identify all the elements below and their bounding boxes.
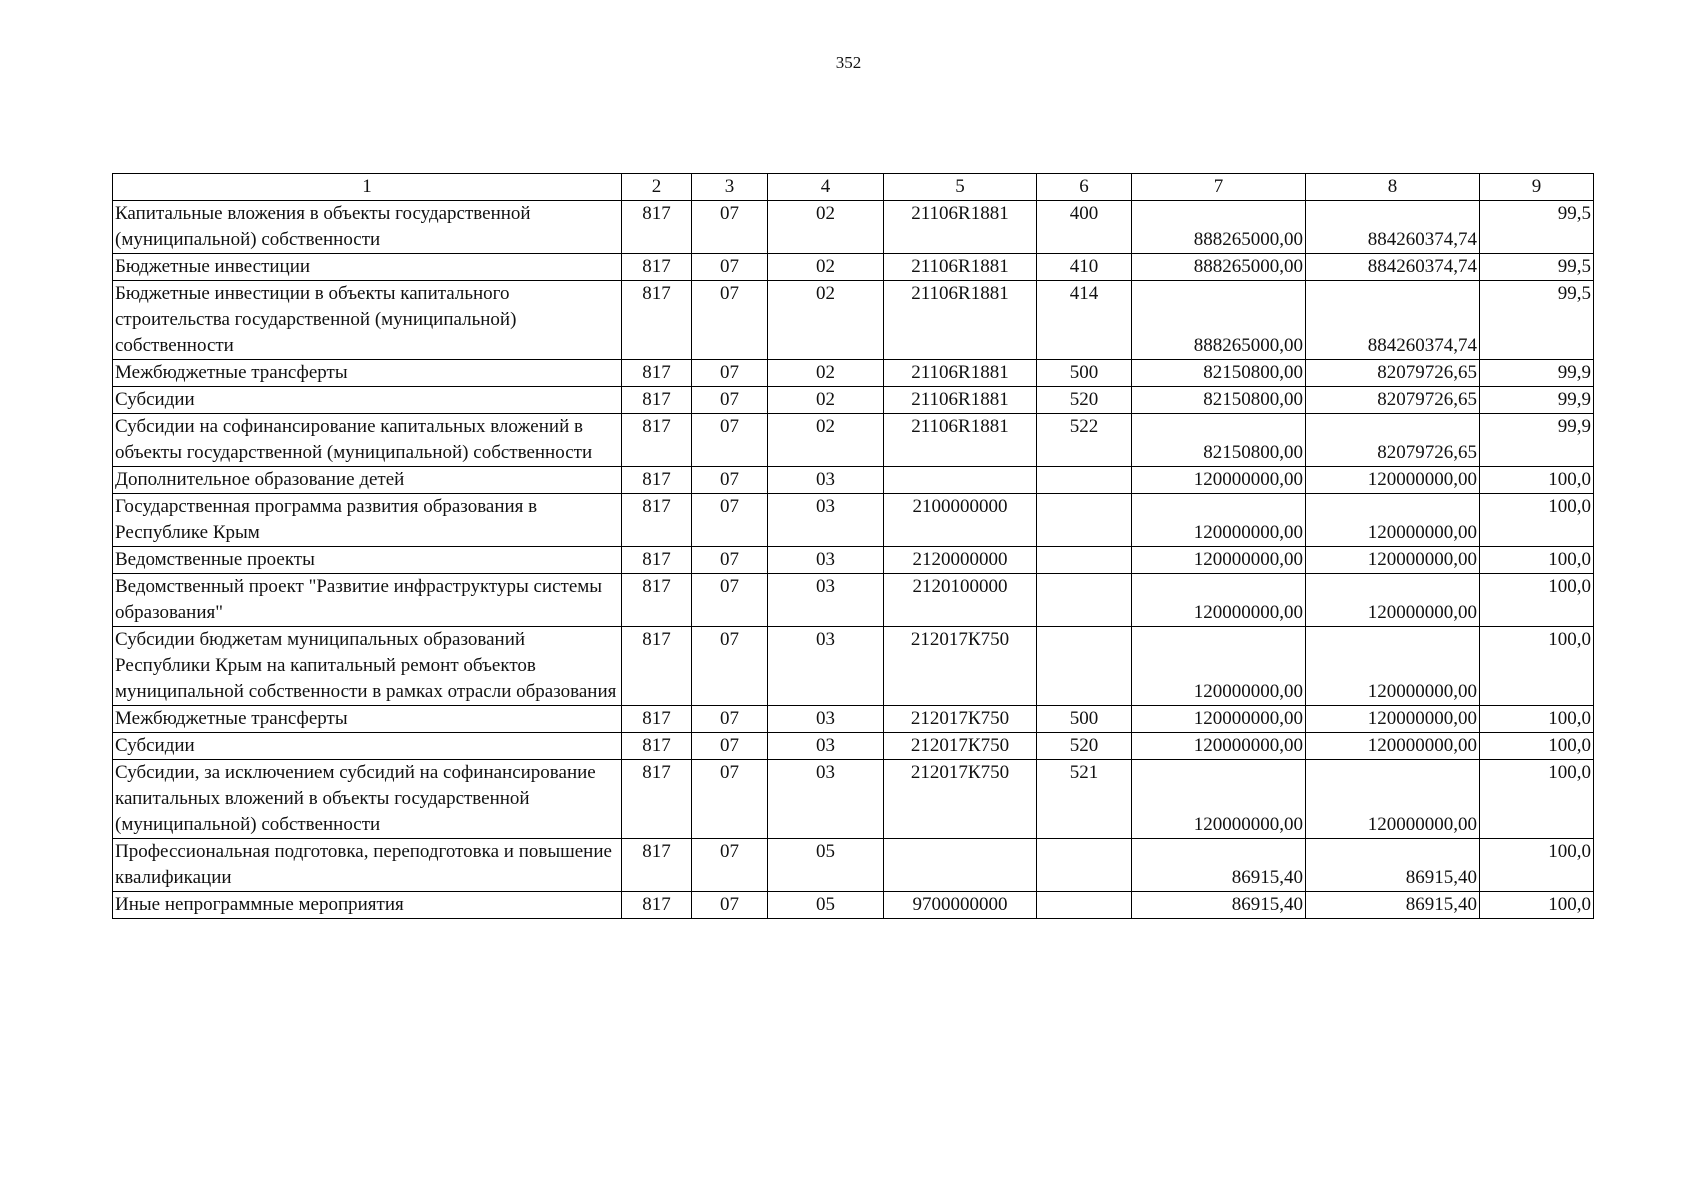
header-cell: 2 bbox=[622, 174, 692, 201]
subsection-cell: 05 bbox=[768, 892, 884, 919]
row-name-cell: Ведомственные проекты bbox=[113, 547, 622, 574]
row-name-cell: Иные непрограммные мероприятия bbox=[113, 892, 622, 919]
expense-type-cell bbox=[1037, 467, 1132, 494]
subsection-cell: 02 bbox=[768, 414, 884, 467]
row-name-cell: Государственная программа развития образования в Республике Крым bbox=[113, 494, 622, 547]
actual-amount-cell: 120000000,00 bbox=[1306, 494, 1480, 547]
target-article-cell: 21106R1881 bbox=[884, 254, 1037, 281]
table-row bbox=[113, 281, 1594, 360]
section-cell: 07 bbox=[692, 387, 768, 414]
code-cell: 817 bbox=[622, 892, 692, 919]
expense-type-cell bbox=[1037, 547, 1132, 574]
expense-type-cell: 500 bbox=[1037, 706, 1132, 733]
target-article-cell bbox=[884, 467, 1037, 494]
percent-cell: 100,0 bbox=[1480, 574, 1594, 627]
target-article-cell: 21106R1881 bbox=[884, 387, 1037, 414]
actual-amount-cell: 120000000,00 bbox=[1306, 627, 1480, 706]
code-cell: 817 bbox=[622, 494, 692, 547]
code-cell: 817 bbox=[622, 627, 692, 706]
planned-amount-cell: 86915,40 bbox=[1132, 839, 1306, 892]
percent-cell: 100,0 bbox=[1480, 706, 1594, 733]
target-article-cell: 212017К750 bbox=[884, 760, 1037, 839]
target-article-cell: 212017К750 bbox=[884, 733, 1037, 760]
planned-amount-cell: 120000000,00 bbox=[1132, 627, 1306, 706]
expense-type-cell: 521 bbox=[1037, 760, 1132, 839]
subsection-cell: 02 bbox=[768, 201, 884, 254]
table-row bbox=[113, 892, 1594, 919]
code-cell: 817 bbox=[622, 706, 692, 733]
row-name-cell: Межбюджетные трансферты bbox=[113, 360, 622, 387]
target-article-cell: 21106R1881 bbox=[884, 414, 1037, 467]
row-name-cell: Субсидии бюджетам муниципальных образований Республики Крым на капитальный ремонт объектов муниципальной собственности в рамках отрасли образования bbox=[113, 627, 622, 706]
row-name-cell: Бюджетные инвестиции bbox=[113, 254, 622, 281]
header-cell: 8 bbox=[1306, 174, 1480, 201]
table-row bbox=[113, 201, 1594, 254]
subsection-cell: 02 bbox=[768, 387, 884, 414]
target-article-cell bbox=[884, 839, 1037, 892]
planned-amount-cell: 888265000,00 bbox=[1132, 281, 1306, 360]
header-cell: 1 bbox=[113, 174, 622, 201]
code-cell: 817 bbox=[622, 547, 692, 574]
row-name-cell: Межбюджетные трансферты bbox=[113, 706, 622, 733]
table-row bbox=[113, 387, 1594, 414]
section-cell: 07 bbox=[692, 547, 768, 574]
section-cell: 07 bbox=[692, 467, 768, 494]
subsection-cell: 02 bbox=[768, 254, 884, 281]
subsection-cell: 02 bbox=[768, 360, 884, 387]
target-article-cell: 9700000000 bbox=[884, 892, 1037, 919]
percent-cell: 100,0 bbox=[1480, 547, 1594, 574]
expense-type-cell bbox=[1037, 627, 1132, 706]
subsection-cell: 03 bbox=[768, 467, 884, 494]
actual-amount-cell: 82079726,65 bbox=[1306, 414, 1480, 467]
section-cell: 07 bbox=[692, 360, 768, 387]
actual-amount-cell: 120000000,00 bbox=[1306, 467, 1480, 494]
budget-table bbox=[112, 173, 1594, 919]
expense-type-cell: 520 bbox=[1037, 387, 1132, 414]
planned-amount-cell: 120000000,00 bbox=[1132, 574, 1306, 627]
target-article-cell: 2100000000 bbox=[884, 494, 1037, 547]
target-article-cell: 212017К750 bbox=[884, 627, 1037, 706]
section-cell: 07 bbox=[692, 414, 768, 467]
expense-type-cell: 520 bbox=[1037, 733, 1132, 760]
target-article-cell: 21106R1881 bbox=[884, 281, 1037, 360]
planned-amount-cell: 82150800,00 bbox=[1132, 360, 1306, 387]
percent-cell: 100,0 bbox=[1480, 892, 1594, 919]
row-name-cell: Субсидии bbox=[113, 387, 622, 414]
expense-type-cell bbox=[1037, 574, 1132, 627]
table-row bbox=[113, 360, 1594, 387]
percent-cell: 100,0 bbox=[1480, 839, 1594, 892]
actual-amount-cell: 120000000,00 bbox=[1306, 760, 1480, 839]
code-cell: 817 bbox=[622, 281, 692, 360]
actual-amount-cell: 120000000,00 bbox=[1306, 574, 1480, 627]
code-cell: 817 bbox=[622, 733, 692, 760]
row-name-cell: Субсидии bbox=[113, 733, 622, 760]
table-header-row bbox=[113, 174, 1594, 201]
row-name-cell: Капитальные вложения в объекты государственной (муниципальной) собственности bbox=[113, 201, 622, 254]
table-row bbox=[113, 733, 1594, 760]
percent-cell: 99,9 bbox=[1480, 360, 1594, 387]
table-row bbox=[113, 839, 1594, 892]
expense-type-cell: 522 bbox=[1037, 414, 1132, 467]
row-name-cell: Субсидии, за исключением субсидий на софинансирование капитальных вложений в объекты государственной (муниципальной) собственности bbox=[113, 760, 622, 839]
planned-amount-cell: 120000000,00 bbox=[1132, 494, 1306, 547]
table-row bbox=[113, 574, 1594, 627]
table-body bbox=[113, 174, 1594, 919]
section-cell: 07 bbox=[692, 706, 768, 733]
planned-amount-cell: 86915,40 bbox=[1132, 892, 1306, 919]
table-row bbox=[113, 760, 1594, 839]
section-cell: 07 bbox=[692, 574, 768, 627]
actual-amount-cell: 884260374,74 bbox=[1306, 254, 1480, 281]
actual-amount-cell: 82079726,65 bbox=[1306, 360, 1480, 387]
header-cell: 7 bbox=[1132, 174, 1306, 201]
section-cell: 07 bbox=[692, 201, 768, 254]
subsection-cell: 05 bbox=[768, 839, 884, 892]
section-cell: 07 bbox=[692, 627, 768, 706]
percent-cell: 100,0 bbox=[1480, 760, 1594, 839]
section-cell: 07 bbox=[692, 733, 768, 760]
table-row bbox=[113, 706, 1594, 733]
actual-amount-cell: 120000000,00 bbox=[1306, 733, 1480, 760]
table-row bbox=[113, 494, 1594, 547]
percent-cell: 100,0 bbox=[1480, 627, 1594, 706]
table-row bbox=[113, 627, 1594, 706]
actual-amount-cell: 82079726,65 bbox=[1306, 387, 1480, 414]
target-article-cell: 2120000000 bbox=[884, 547, 1037, 574]
subsection-cell: 03 bbox=[768, 627, 884, 706]
header-cell: 4 bbox=[768, 174, 884, 201]
table-row bbox=[113, 254, 1594, 281]
planned-amount-cell: 120000000,00 bbox=[1132, 706, 1306, 733]
section-cell: 07 bbox=[692, 281, 768, 360]
percent-cell: 100,0 bbox=[1480, 467, 1594, 494]
row-name-cell: Субсидии на софинансирование капитальных вложений в объекты государственной (муниципальной) собственности bbox=[113, 414, 622, 467]
code-cell: 817 bbox=[622, 574, 692, 627]
code-cell: 817 bbox=[622, 760, 692, 839]
percent-cell: 99,9 bbox=[1480, 414, 1594, 467]
planned-amount-cell: 120000000,00 bbox=[1132, 467, 1306, 494]
actual-amount-cell: 884260374,74 bbox=[1306, 281, 1480, 360]
subsection-cell: 03 bbox=[768, 733, 884, 760]
subsection-cell: 03 bbox=[768, 706, 884, 733]
table-row bbox=[113, 414, 1594, 467]
section-cell: 07 bbox=[692, 892, 768, 919]
section-cell: 07 bbox=[692, 839, 768, 892]
target-article-cell: 212017К750 bbox=[884, 706, 1037, 733]
table-row bbox=[113, 547, 1594, 574]
actual-amount-cell: 884260374,74 bbox=[1306, 201, 1480, 254]
target-article-cell: 2120100000 bbox=[884, 574, 1037, 627]
expense-type-cell bbox=[1037, 892, 1132, 919]
planned-amount-cell: 120000000,00 bbox=[1132, 547, 1306, 574]
expense-type-cell: 400 bbox=[1037, 201, 1132, 254]
subsection-cell: 03 bbox=[768, 574, 884, 627]
planned-amount-cell: 82150800,00 bbox=[1132, 414, 1306, 467]
percent-cell: 99,5 bbox=[1480, 281, 1594, 360]
actual-amount-cell: 120000000,00 bbox=[1306, 547, 1480, 574]
planned-amount-cell: 888265000,00 bbox=[1132, 254, 1306, 281]
row-name-cell: Профессиональная подготовка, переподготовка и повышение квалификации bbox=[113, 839, 622, 892]
expense-type-cell bbox=[1037, 494, 1132, 547]
code-cell: 817 bbox=[622, 414, 692, 467]
header-cell: 9 bbox=[1480, 174, 1594, 201]
percent-cell: 99,5 bbox=[1480, 254, 1594, 281]
row-name-cell: Дополнительное образование детей bbox=[113, 467, 622, 494]
planned-amount-cell: 888265000,00 bbox=[1132, 201, 1306, 254]
section-cell: 07 bbox=[692, 760, 768, 839]
expense-type-cell: 414 bbox=[1037, 281, 1132, 360]
planned-amount-cell: 120000000,00 bbox=[1132, 760, 1306, 839]
header-cell: 5 bbox=[884, 174, 1037, 201]
percent-cell: 99,9 bbox=[1480, 387, 1594, 414]
subsection-cell: 02 bbox=[768, 281, 884, 360]
target-article-cell: 21106R1881 bbox=[884, 201, 1037, 254]
expense-type-cell: 410 bbox=[1037, 254, 1132, 281]
code-cell: 817 bbox=[622, 387, 692, 414]
section-cell: 07 bbox=[692, 254, 768, 281]
actual-amount-cell: 86915,40 bbox=[1306, 839, 1480, 892]
target-article-cell: 21106R1881 bbox=[884, 360, 1037, 387]
planned-amount-cell: 120000000,00 bbox=[1132, 733, 1306, 760]
percent-cell: 99,5 bbox=[1480, 201, 1594, 254]
subsection-cell: 03 bbox=[768, 547, 884, 574]
expense-type-cell: 500 bbox=[1037, 360, 1132, 387]
page-number: 352 bbox=[835, 53, 862, 72]
actual-amount-cell: 120000000,00 bbox=[1306, 706, 1480, 733]
table-row bbox=[113, 467, 1594, 494]
actual-amount-cell: 86915,40 bbox=[1306, 892, 1480, 919]
code-cell: 817 bbox=[622, 254, 692, 281]
row-name-cell: Ведомственный проект "Развитие инфраструктуры системы образования" bbox=[113, 574, 622, 627]
percent-cell: 100,0 bbox=[1480, 494, 1594, 547]
header-cell: 6 bbox=[1037, 174, 1132, 201]
section-cell: 07 bbox=[692, 494, 768, 547]
planned-amount-cell: 82150800,00 bbox=[1132, 387, 1306, 414]
code-cell: 817 bbox=[622, 839, 692, 892]
code-cell: 817 bbox=[622, 360, 692, 387]
percent-cell: 100,0 bbox=[1480, 733, 1594, 760]
expense-type-cell bbox=[1037, 839, 1132, 892]
code-cell: 817 bbox=[622, 201, 692, 254]
code-cell: 817 bbox=[622, 467, 692, 494]
header-cell: 3 bbox=[692, 174, 768, 201]
subsection-cell: 03 bbox=[768, 494, 884, 547]
row-name-cell: Бюджетные инвестиции в объекты капитального строительства государственной (муниципальной) собственности bbox=[113, 281, 622, 360]
subsection-cell: 03 bbox=[768, 760, 884, 839]
